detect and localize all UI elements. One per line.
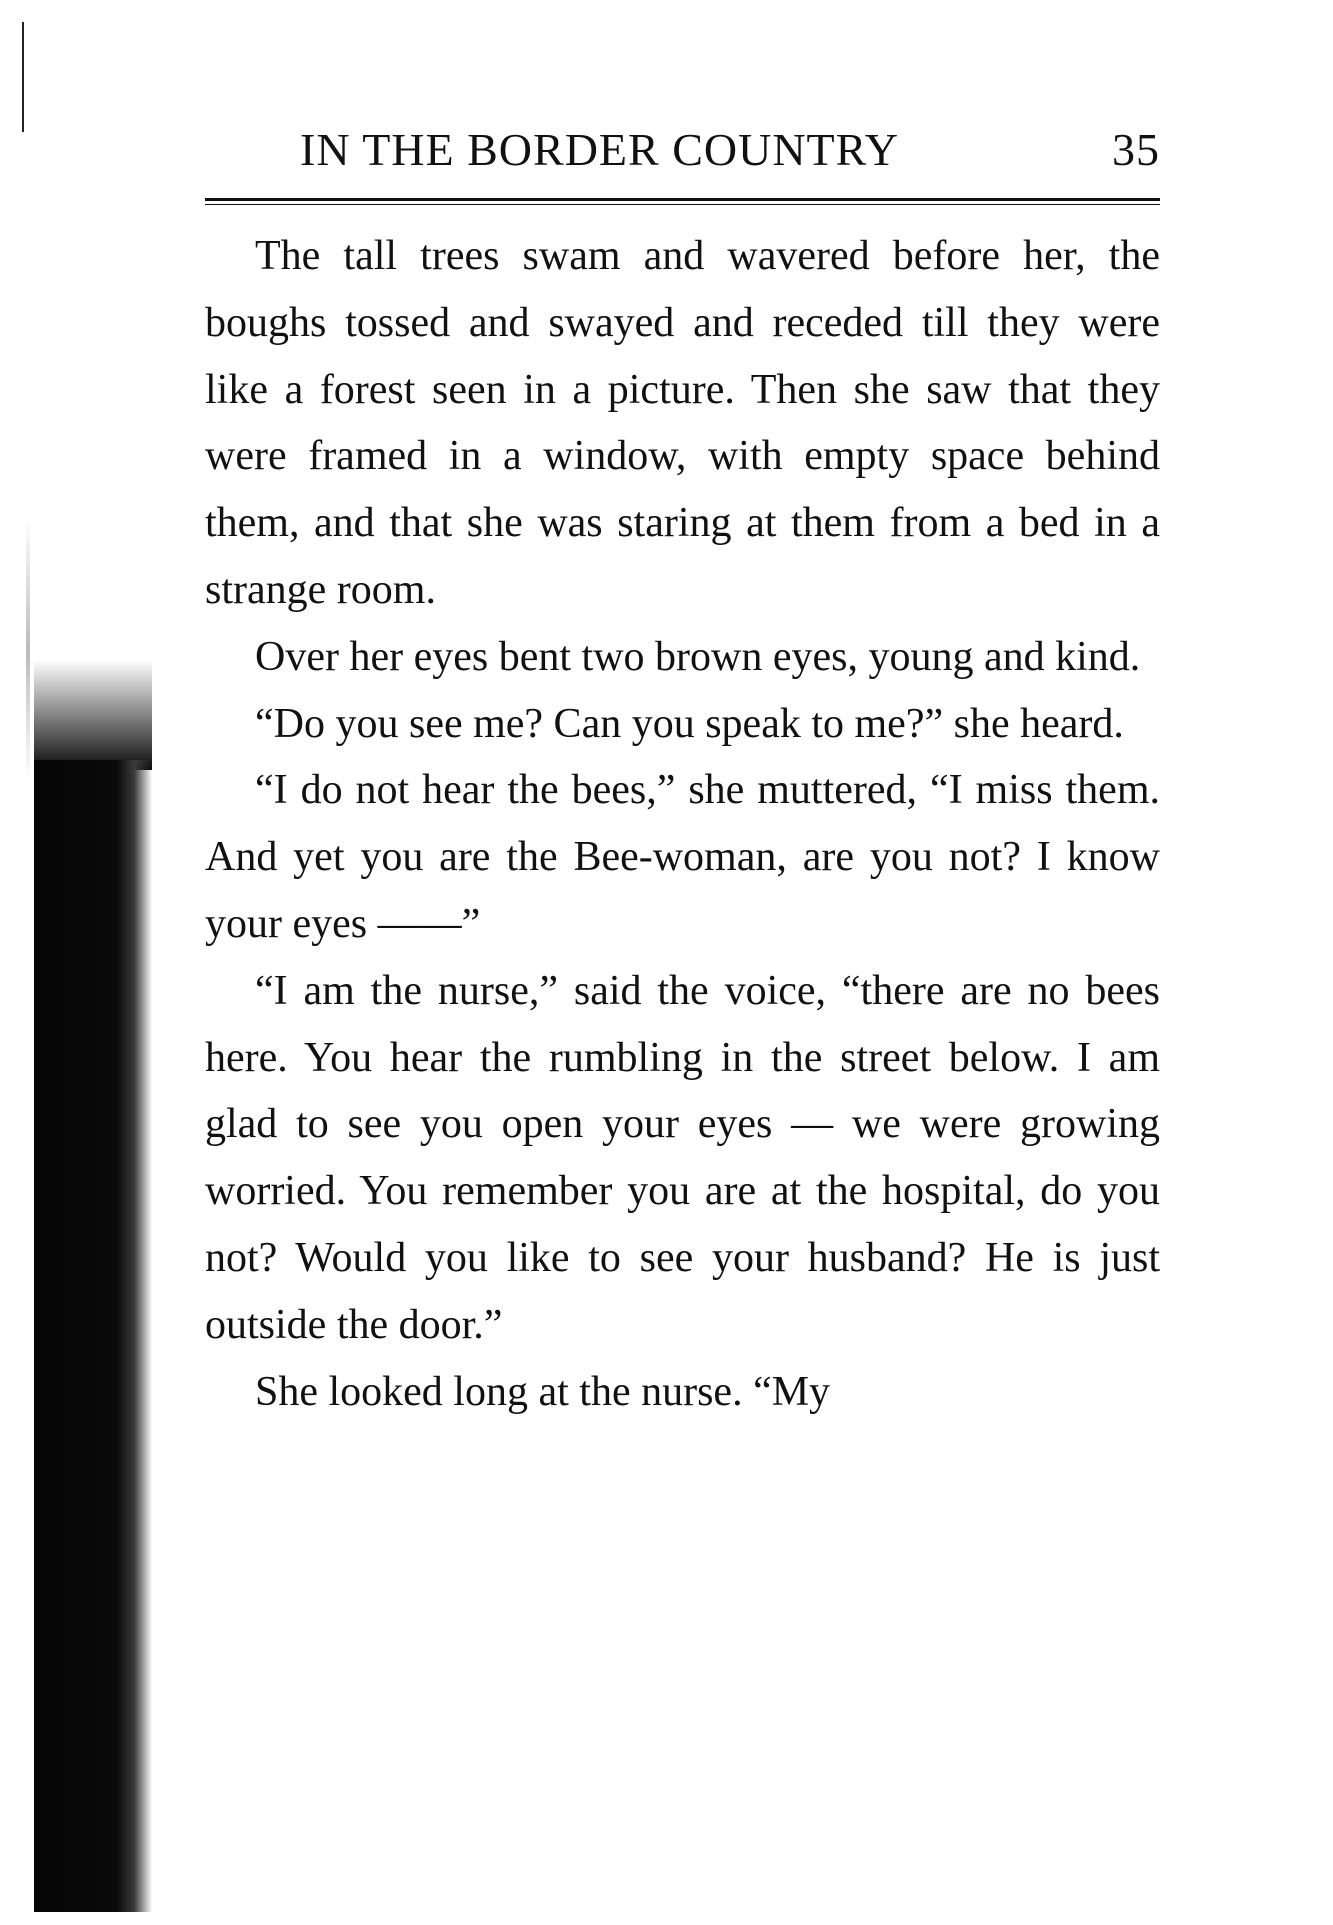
binding-edge-mark — [22, 22, 24, 132]
binding-shadow-fade — [34, 660, 152, 770]
running-head-title: IN THE BORDER COUNTRY — [300, 124, 900, 175]
paragraph: The tall trees swam and wavered before her, the boughs tossed and swayed and receded till they were like a forest seen in a picture. Then she saw that they were framed in a window, with empty space behind them, and that she was staring at them from a bed in a strange room. — [205, 233, 1160, 613]
running-head — [205, 110, 1160, 190]
page-edge-speck — [26, 520, 30, 780]
paragraph: She looked long at the nurse. “My — [255, 1368, 831, 1415]
binding-shadow — [34, 760, 152, 1912]
page-content — [205, 110, 1160, 1425]
paragraph: “I do not hear the bees,” she muttered, “I miss them. And yet you are the Bee-woman, are you not? I know your eyes ——” — [205, 767, 1160, 947]
paragraph: Over her eyes bent two brown eyes, young and kind. — [255, 633, 1141, 680]
paragraph: “I am the nurse,” said the voice, “there are no bees here. You hear the rumbling in the street below. I am glad to see you open your eyes — we were growing worried. You remember you are at the hospital, do you not? Would you like to see your husband? He is just outside the door.” — [205, 967, 1160, 1348]
header-double-rule — [205, 198, 1160, 205]
paragraph: “Do you see me? Can you speak to me?” she heard. — [255, 700, 1124, 747]
page-number: 35 — [1112, 124, 1160, 175]
